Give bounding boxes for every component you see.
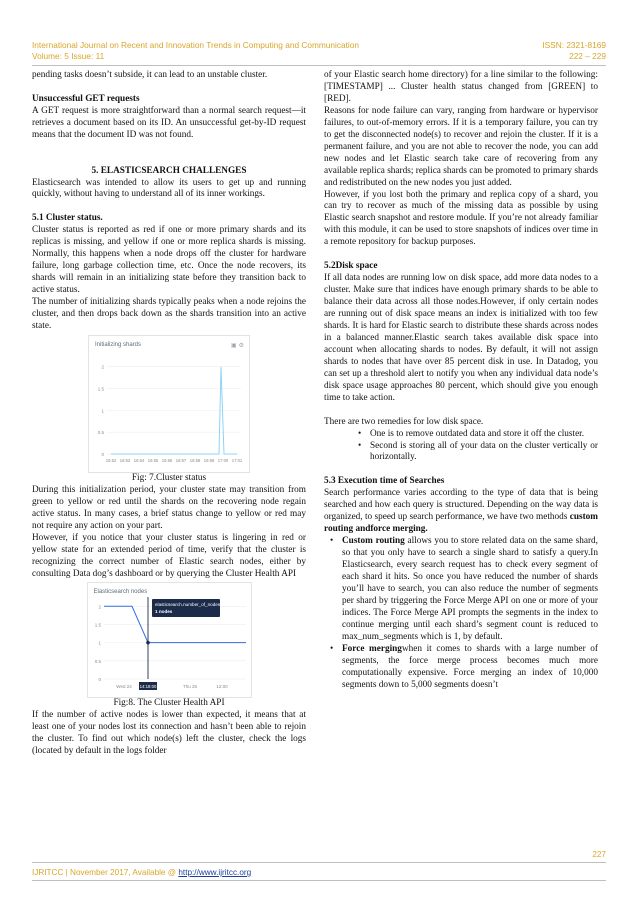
x-tick-label: Thu 25: [182, 684, 197, 690]
x-tick-label: 16:54: [133, 457, 145, 463]
journal-title: International Journal on Recent and Innovation Trends in Computing and Communication: [32, 40, 360, 50]
subheading-unsuccessful-get: Unsuccessful GET requests: [32, 93, 140, 104]
paragraph-text: Search performance varies according to the type of data that is being searched and how each query is structured. Depending on the way data is organized, to speed up search performance, we have two methods: [324, 488, 598, 523]
footer-rule: [32, 862, 606, 863]
methods-emphasis: custom routing andforce merging.: [324, 512, 598, 535]
x-tick-label: 16:58: [189, 457, 201, 463]
y-tick-label: 2: [97, 604, 101, 610]
header-rule: [32, 65, 606, 66]
tooltip-value: 1 nodes: [154, 609, 172, 615]
footer-bottom-rule: [32, 880, 606, 881]
paragraph: Elasticsearch was intended to allow its users to get up and running quickly, without having to understand all of its inner workings.: [32, 177, 306, 200]
subheading-5-1: 5.1 Cluster status.: [32, 213, 103, 224]
paragraph: Cluster status is reported as red if one or more primary shards and its replicas is missing, and yellow if one or more replica shards is missing. Normally, this happens when a node drops off the cluster for hardware failure, long garbage collection time, etc. Once the node recovers, its shards will remain in an initializing state before they transition back to active status.: [32, 225, 306, 296]
footer-prefix: IJRITCC | November 2017, Available @: [32, 868, 179, 877]
cursor-time-label: 14:18:00: [139, 684, 156, 690]
tooltip-series-name: elasticsearch.number_of_nodes: [154, 602, 220, 608]
paragraph: pending tasks doesn’t subside, it can lead to an unstable cluster.: [32, 70, 268, 80]
x-tick-label: 16:55: [147, 457, 159, 463]
paragraph: During this initialization period, your cluster state may transition from green to yellow or red until the shards on the recovering node regain active status. In many cases, a brief status change to yellow or red may not require any action on your part.: [32, 484, 306, 531]
figure-8-chart: [87, 582, 252, 698]
paragraph: Reasons for node failure can vary, ranging from hardware or hypervisor failures, to out-of-memory errors. If it is a temporary failure, you can try to get the disconnected node(s) to recover and rejoin the cluster. If it is a permanent failure, and you are not able to recover the node, you can add new nodes and let Elastic search take care of recovering from any available replica shards; replica shards can be promoted to primary shards and redistributed on the new nodes you just added.: [324, 105, 598, 188]
chart-title: Initializing shards: [95, 341, 142, 348]
list-item: • Second is storing all of your data on the cluster vertically or horizontally.: [370, 441, 598, 465]
x-tick-label: 16:59: [203, 457, 215, 463]
hover-point: [146, 641, 150, 645]
issn: ISSN: 2321-8169: [542, 40, 606, 50]
footer: [32, 868, 251, 877]
section-heading-5: 5. ELASTICSEARCH CHALLENGES: [91, 165, 247, 176]
list-item-force-merging: [342, 644, 598, 692]
x-tick-label: 17:00: [217, 457, 229, 463]
y-tick-label: 1.5: [94, 622, 101, 628]
figure-8-caption: Fig:8. The Cluster Health API: [113, 698, 225, 709]
y-tick-label: 0: [101, 451, 104, 457]
chart-toolbar-icons: ▣ ⚙: [231, 341, 244, 349]
paragraph: If the number of active nodes is lower than expected, it means that at least one of your nodes lost its connection and hasn’t been able to rejoin the cluster. To find out which node(s) left the cluster, check the logs (located by default in the logs folder: [32, 710, 306, 757]
methods-list: [324, 536, 598, 691]
paragraph: However, if you notice that your cluster status is lingering in red or yellow state for an extended period of time, verify that the cluster is recognizing the correct number of Elastic search nodes, either by consulting Data dog’s dashboard or by querying the Cluster Health API: [32, 532, 306, 579]
paragraph: of your Elastic search home directory) for a line similar to the following:[TIMESTAMP] ... Cluster health status changed from [GREEN] to [RED].: [324, 70, 598, 104]
y-tick-label: 1: [97, 641, 101, 647]
page-number: 227: [592, 850, 606, 859]
term-force-merging: Force merging: [342, 643, 402, 654]
x-tick-label: 12:00: [215, 684, 228, 690]
subheading-5-2: 5.2Disk space: [324, 261, 378, 272]
elasticsearch-nodes-svg: [88, 583, 251, 697]
list-item-custom-routing: [342, 536, 598, 644]
chart-title: Elasticsearch nodes: [93, 589, 148, 596]
left-column: [32, 70, 306, 758]
paragraph: A GET request is more straightforward than a normal search request—it retrieves a document based on its ID. An unsuccessful get-by-ID request means that the document ID was not found.: [32, 105, 306, 140]
term-custom-routing: Custom routing: [342, 536, 405, 547]
paragraph: The number of initializing shards typically peaks when a node rejoins the cluster, and then drops back down as the shards transition into an active state.: [32, 297, 306, 331]
y-tick-label: 1.5: [97, 386, 104, 392]
right-column: [324, 70, 598, 692]
paragraph: There are two remedies for low disk space.: [324, 416, 484, 427]
paragraph: [324, 488, 598, 536]
x-tick-label: 16:53: [119, 457, 131, 463]
x-tick-label: 16:57: [175, 457, 187, 463]
subheading-5-3: 5.3 Execution time of Searches: [324, 476, 445, 487]
x-tick-label: 17:01: [231, 457, 243, 463]
list-item: • One is to remove outdated data and store it off the cluster.: [370, 429, 598, 441]
y-tick-label: 0.5: [97, 430, 104, 436]
y-tick-label: 2: [101, 364, 104, 370]
list-item-text: when it comes to shards with a large number of segments, the force merge process becomes much more computationally expensive. Force merging an index of 10,000 segments down to 5,000 segments doesn’t: [342, 643, 599, 690]
figure-7-caption: Fig: 7.Cluster status: [131, 472, 207, 483]
figure-7-chart: [88, 335, 250, 473]
y-tick-label: 0.5: [94, 659, 101, 665]
paragraph: However, if you lost both the primary and replica copy of a shard, you can try to recover as much of the missing data as possible by using Elastic search snapshot and restore module. If you’re not already familiar with this module, it can be used to store snapshots of indices over time in a remote repository for backup purposes.: [324, 189, 598, 248]
x-tick-label: 16:52: [105, 457, 117, 463]
page-range: 222 – 229: [569, 51, 606, 61]
y-tick-label: 0: [97, 677, 101, 683]
paragraph: If all data nodes are running low on disk space, add more data nodes to a cluster. Make sure that indices have enough primary shards to be able to balance their data across all those nodes.However, if only certain nodes are running out of disk space means an index is initialized with too few shards. It is hard for Elastic search to distribute these shards across nodes in a balanced manner.Elastic search takes available disk space into account when allocating shards to nodes. By default, it will not assign shards to nodes that have over 85 percent disk in use. In Datadog, you can set up a threshold alert to notify you when any individual data node’s disk space usage approaches 80 percent, which should give you enough time to take action.: [324, 273, 598, 403]
x-tick-label: 16:56: [161, 457, 173, 463]
remedies-list: [324, 429, 598, 465]
footer-link[interactable]: http://www.ijritcc.org: [178, 868, 252, 877]
volume-issue: Volume: 5 Issue: 11: [32, 51, 105, 61]
list-item-text: allows you to store related data on the same shard, so that you only have to search a single shard to satisfy a query.In Elasticsearch, every search request has to check every segment of each shard it hits. So once you have reduced the number of shards you’ll have to search, you can also reduce the number of segments per shard by triggering the Force Merge API on one or more of your indices. The Force Merge API prompts the segments in the index to continue merging until each shard’s segment count is reduced to max_num_segments which is 1, by default.: [342, 536, 598, 642]
x-tick-label: Wed 24: [115, 684, 132, 690]
y-tick-label: 1: [101, 408, 104, 414]
initializing-shards-svg: [89, 336, 249, 472]
